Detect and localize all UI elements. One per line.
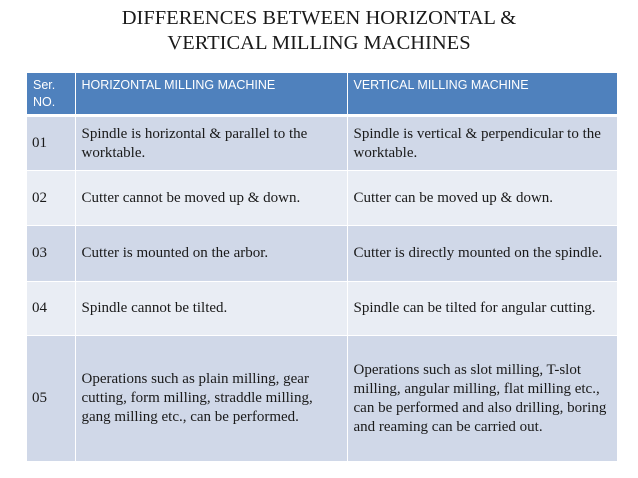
- vertical-cell: Spindle can be tilted for angular cutting.: [347, 282, 617, 336]
- ser-no-cell: 01: [27, 116, 75, 171]
- horizontal-cell: Spindle cannot be tilted.: [75, 282, 347, 336]
- vertical-cell: Spindle is vertical & perpendicular to the worktable.: [347, 116, 617, 171]
- table-row: [27, 171, 617, 226]
- vertical-cell: Cutter can be moved up & down.: [347, 171, 617, 226]
- header-horizontal: HORIZONTAL MILLING MACHINE: [75, 73, 347, 116]
- slide-title-line-1: DIFFERENCES BETWEEN HORIZONTAL &: [121, 7, 517, 29]
- horizontal-cell: Cutter cannot be moved up & down.: [75, 171, 347, 226]
- table-row: [27, 336, 617, 462]
- table-row: [27, 282, 617, 336]
- vertical-cell: Cutter is directly mounted on the spindle.: [347, 226, 617, 282]
- vertical-cell: Operations such as slot milling, T-slot milling, angular milling, flat milling etc., can be performed and also drilling, boring and reaming can be carried out.: [347, 336, 617, 462]
- horizontal-cell: Cutter is mounted on the arbor.: [75, 226, 347, 282]
- horizontal-cell: Operations such as plain milling, gear cutting, form milling, straddle milling, gang milling etc., can be performed.: [75, 336, 347, 462]
- horizontal-cell: Spindle is horizontal & parallel to the worktable.: [75, 116, 347, 171]
- header-vertical: VERTICAL MILLING MACHINE: [347, 73, 617, 116]
- ser-no-cell: 04: [27, 282, 75, 336]
- slide-title-line-2: VERTICAL MILLING MACHINES: [167, 32, 471, 54]
- ser-no-cell: 05: [27, 336, 75, 462]
- table-header-row: [27, 73, 617, 116]
- comparison-table: [27, 73, 617, 462]
- slide-title: [0, 6, 638, 56]
- ser-no-cell: 03: [27, 226, 75, 282]
- ser-no-cell: 02: [27, 171, 75, 226]
- table-row: [27, 226, 617, 282]
- header-ser-no: Ser. NO.: [27, 73, 75, 116]
- table-row: [27, 116, 617, 171]
